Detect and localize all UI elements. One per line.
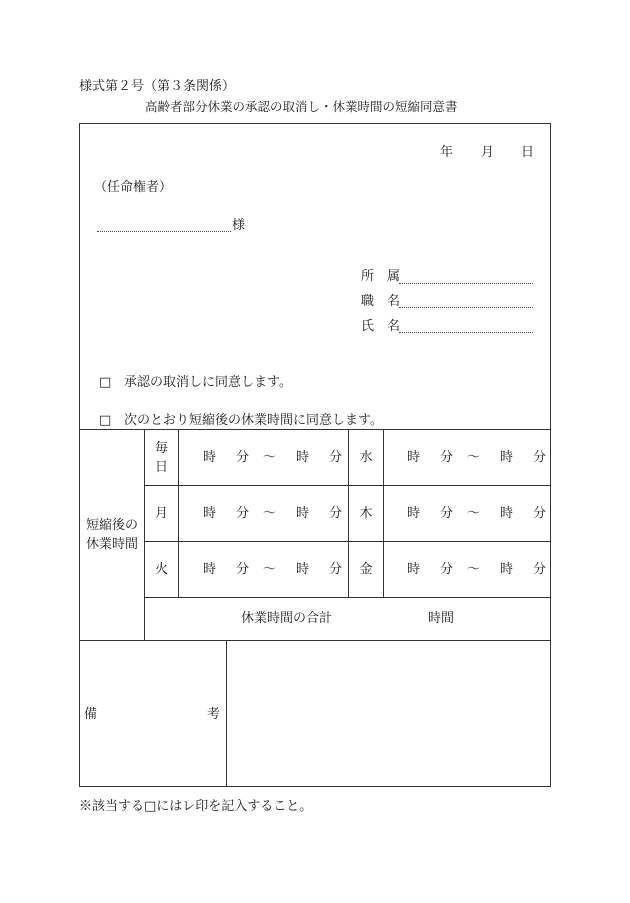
day-thursday: 木 [359,506,373,521]
appointer-label: （任命権者） [94,180,173,195]
position-field[interactable] [399,307,533,308]
footnote: ※該当する□にはレ印を記入すること。 [79,799,313,814]
name-label: 氏 名 [361,319,401,334]
day-friday: 金 [359,562,373,577]
minute-label: 分 [329,506,343,521]
minute-label: 分 [329,450,343,465]
hour-label: 時 [407,562,421,577]
hour-label: 時 [407,450,421,465]
schedule-row-line-3 [144,597,551,598]
remarks-field[interactable] [228,642,548,784]
total-unit: 時間 [428,611,455,626]
hour-label: 時 [296,562,310,577]
tilde: ～ [263,562,277,577]
minute-label: 分 [440,450,454,465]
hour-label: 時 [500,506,514,521]
minute-label: 分 [329,562,343,577]
schedule-top-line [79,429,551,430]
affiliation-field[interactable] [399,283,533,284]
tilde: ～ [263,450,277,465]
schedule-row-label [80,517,144,555]
total-label: 休業時間の合計 [241,611,333,626]
date-year-label: 年 [440,145,454,160]
remarks-char2: 考 [207,707,221,722]
hour-label: 時 [203,506,217,521]
minute-label: 分 [440,506,454,521]
minute-label: 分 [236,562,250,577]
every-day-char1: 毎 [154,441,168,456]
day-col-divider-right [383,429,384,597]
form-number: 様式第２号（第３条関係） [79,79,236,94]
minute-label: 分 [533,450,547,465]
position-label: 職 名 [361,294,401,309]
hour-label: 時 [296,506,310,521]
row-label-line2: 休業時間 [85,536,138,552]
date-month-label: 月 [481,145,495,160]
every-day-char2: 日 [154,459,168,475]
day-col-divider-left [178,429,179,597]
hour-label: 時 [296,450,310,465]
remarks-char1: 備 [84,707,98,722]
date-day-label: 日 [521,145,535,160]
hour-label: 時 [407,506,421,521]
minute-label: 分 [236,450,250,465]
check-cancel-text: 承認の取消しに同意します。 [124,375,292,390]
tilde: ～ [263,506,277,521]
day-every [145,440,178,478]
hour-label: 時 [500,450,514,465]
checkbox-shorten[interactable]: □ [99,413,112,428]
day-tuesday: 火 [154,562,168,577]
tilde: ～ [467,506,481,521]
remarks-divider [226,640,227,787]
minute-label: 分 [533,506,547,521]
minute-label: 分 [440,562,454,577]
remarks-top-line [79,640,551,641]
appointer-suffix: 様 [232,218,246,233]
affiliation-label: 所 属 [361,269,401,284]
hour-label: 時 [203,562,217,577]
hour-label: 時 [203,450,217,465]
document-title: 高齢者部分休業の承認の取消し・休業時間の短縮同意書 [145,99,458,114]
hour-label: 時 [500,562,514,577]
appointer-name-field[interactable] [97,231,231,232]
check-shorten-text: 次のとおり短縮後の休業時間に同意します。 [124,413,383,428]
checkbox-cancel[interactable]: □ [99,375,112,390]
minute-label: 分 [533,562,547,577]
day-monday: 月 [154,506,168,521]
name-field[interactable] [399,332,533,333]
minute-label: 分 [236,506,250,521]
day-wednesday: 水 [359,450,373,465]
tilde: ～ [467,450,481,465]
tilde: ～ [467,562,481,577]
row-label-line1: 短縮後の [85,518,138,533]
